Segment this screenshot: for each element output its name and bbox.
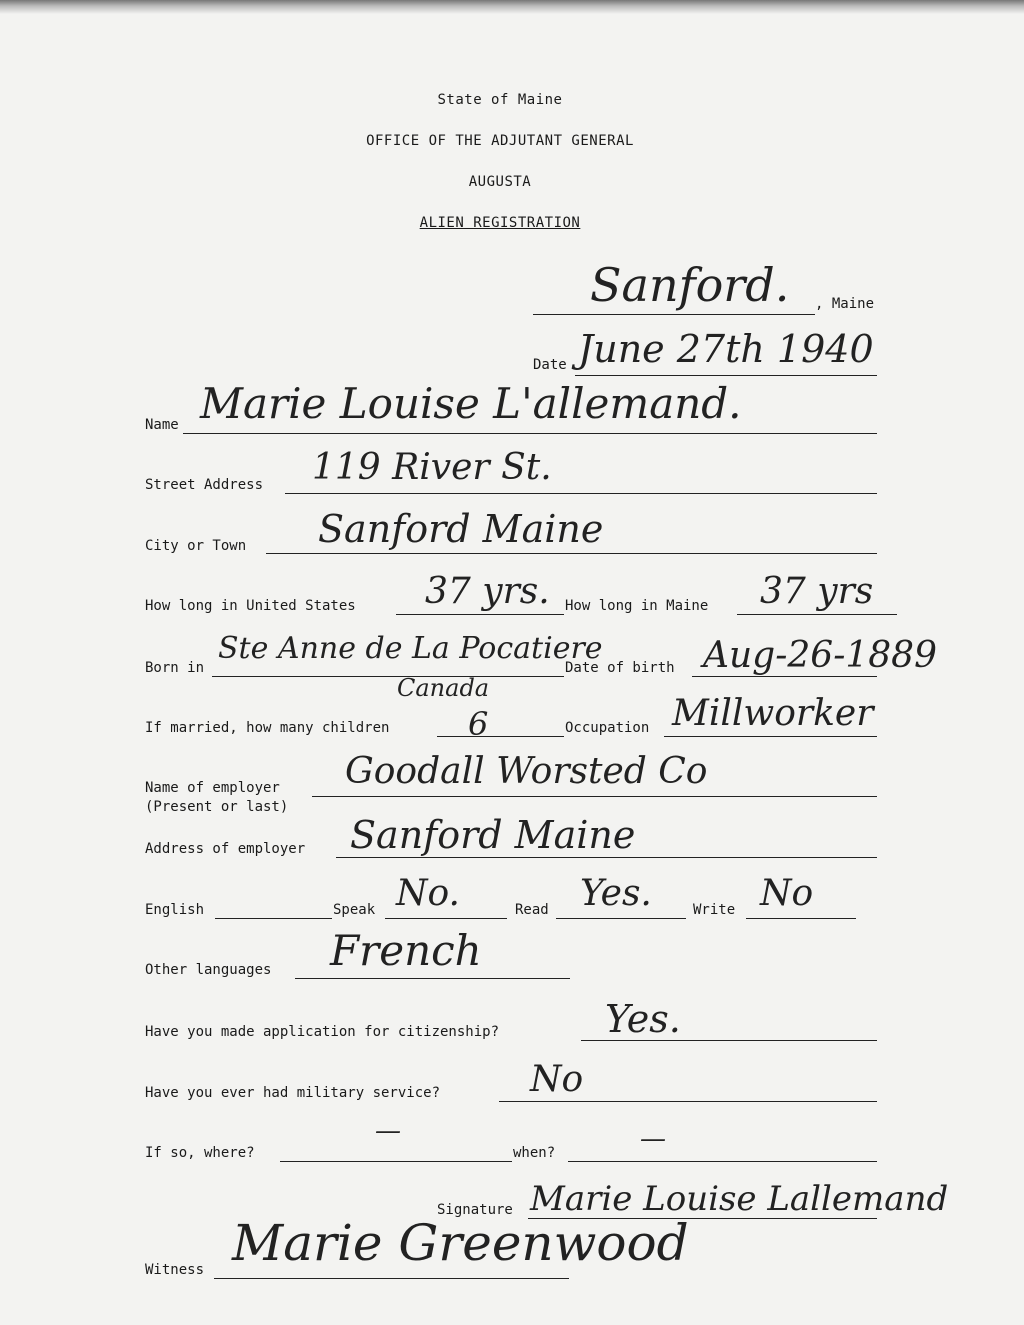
read-value: Yes. [580, 873, 652, 914]
employer-address-line [336, 857, 877, 858]
military-value: No [530, 1059, 584, 1100]
born-in-line [212, 676, 564, 677]
employer-value: Goodall Worsted Co [345, 751, 708, 792]
write-line [746, 918, 856, 919]
place-line [533, 314, 815, 315]
children-line [437, 736, 564, 737]
place-suffix: , Maine [815, 296, 875, 312]
birth-date-value: Aug-26-1889 [703, 635, 937, 676]
born-in-country: Canada [397, 674, 490, 702]
military-label: Have you ever had military service? [145, 1085, 441, 1101]
write-value: No [760, 873, 814, 914]
birth-date-label: Date of birth [565, 660, 675, 676]
city-label: City or Town [145, 538, 247, 554]
speak-value: No. [396, 873, 460, 914]
employer-address-value: Sanford Maine [350, 813, 636, 857]
occupation-label: Occupation [565, 720, 650, 736]
children-value: 6 [468, 705, 489, 743]
signature-label: Signature [437, 1202, 513, 1218]
employer-label: Name of employer [145, 780, 280, 796]
date-label: Date [533, 357, 567, 373]
children-label: If married, how many children [145, 720, 390, 736]
write-label: Write [693, 902, 736, 918]
when-label: when? [513, 1145, 556, 1161]
street-value: 119 River St. [312, 447, 552, 488]
employer-address-label: Address of employer [145, 841, 306, 857]
street-label: Street Address [145, 477, 264, 493]
name-label: Name [145, 417, 179, 433]
maine-years-label: How long in Maine [565, 598, 709, 614]
english-label: English [145, 902, 205, 918]
date-line [575, 375, 877, 376]
born-in-value: Ste Anne de La Pocatiere [218, 631, 603, 666]
witness-value: Marie Greenwood [232, 1214, 689, 1272]
name-line [183, 433, 877, 434]
birth-date-line [692, 676, 877, 677]
office-heading: OFFICE OF THE ADJUTANT GENERAL [366, 133, 634, 149]
english-line [215, 918, 332, 919]
when-line [568, 1161, 877, 1162]
city-value: Sanford Maine [318, 507, 604, 551]
street-line [285, 493, 877, 494]
place-value: Sanford. [590, 258, 790, 312]
city-heading: AUGUSTA [468, 174, 532, 190]
us-years-value: 37 yrs. [425, 571, 550, 612]
us-years-label: How long in United States [145, 598, 356, 614]
state-heading: State of Maine [437, 92, 563, 108]
read-label: Read [515, 902, 549, 918]
where-line [280, 1161, 512, 1162]
city-line [266, 553, 877, 554]
speak-label: Speak [333, 902, 376, 918]
witness-line [214, 1278, 569, 1279]
born-in-label: Born in [145, 660, 205, 676]
us-years-line [396, 614, 564, 615]
witness-label: Witness [145, 1262, 205, 1278]
scan-edge [0, 0, 1024, 14]
signature-value: Marie Louise Lallemand [530, 1179, 949, 1219]
form-title: ALIEN REGISTRATION [419, 215, 581, 231]
speak-line [385, 918, 507, 919]
occupation-value: Millworker [672, 693, 874, 734]
read-line [556, 918, 686, 919]
employer-sublabel: (Present or last) [145, 799, 289, 815]
citizenship-label: Have you made application for citizenship? [145, 1024, 500, 1040]
other-languages-value: French [330, 926, 482, 975]
other-languages-line [295, 978, 570, 979]
other-languages-label: Other languages [145, 962, 272, 978]
military-line [499, 1101, 877, 1102]
maine-years-line [737, 614, 897, 615]
occupation-line [664, 736, 877, 737]
name-value: Marie Louise L'allemand. [200, 379, 742, 428]
when-value: — [640, 1124, 666, 1154]
where-label: If so, where? [145, 1145, 255, 1161]
citizenship-value: Yes. [605, 997, 681, 1041]
where-value: — [375, 1116, 401, 1146]
maine-years-value: 37 yrs [760, 571, 874, 612]
employer-line [312, 796, 877, 797]
date-value: June 27th 1940 [578, 327, 874, 371]
